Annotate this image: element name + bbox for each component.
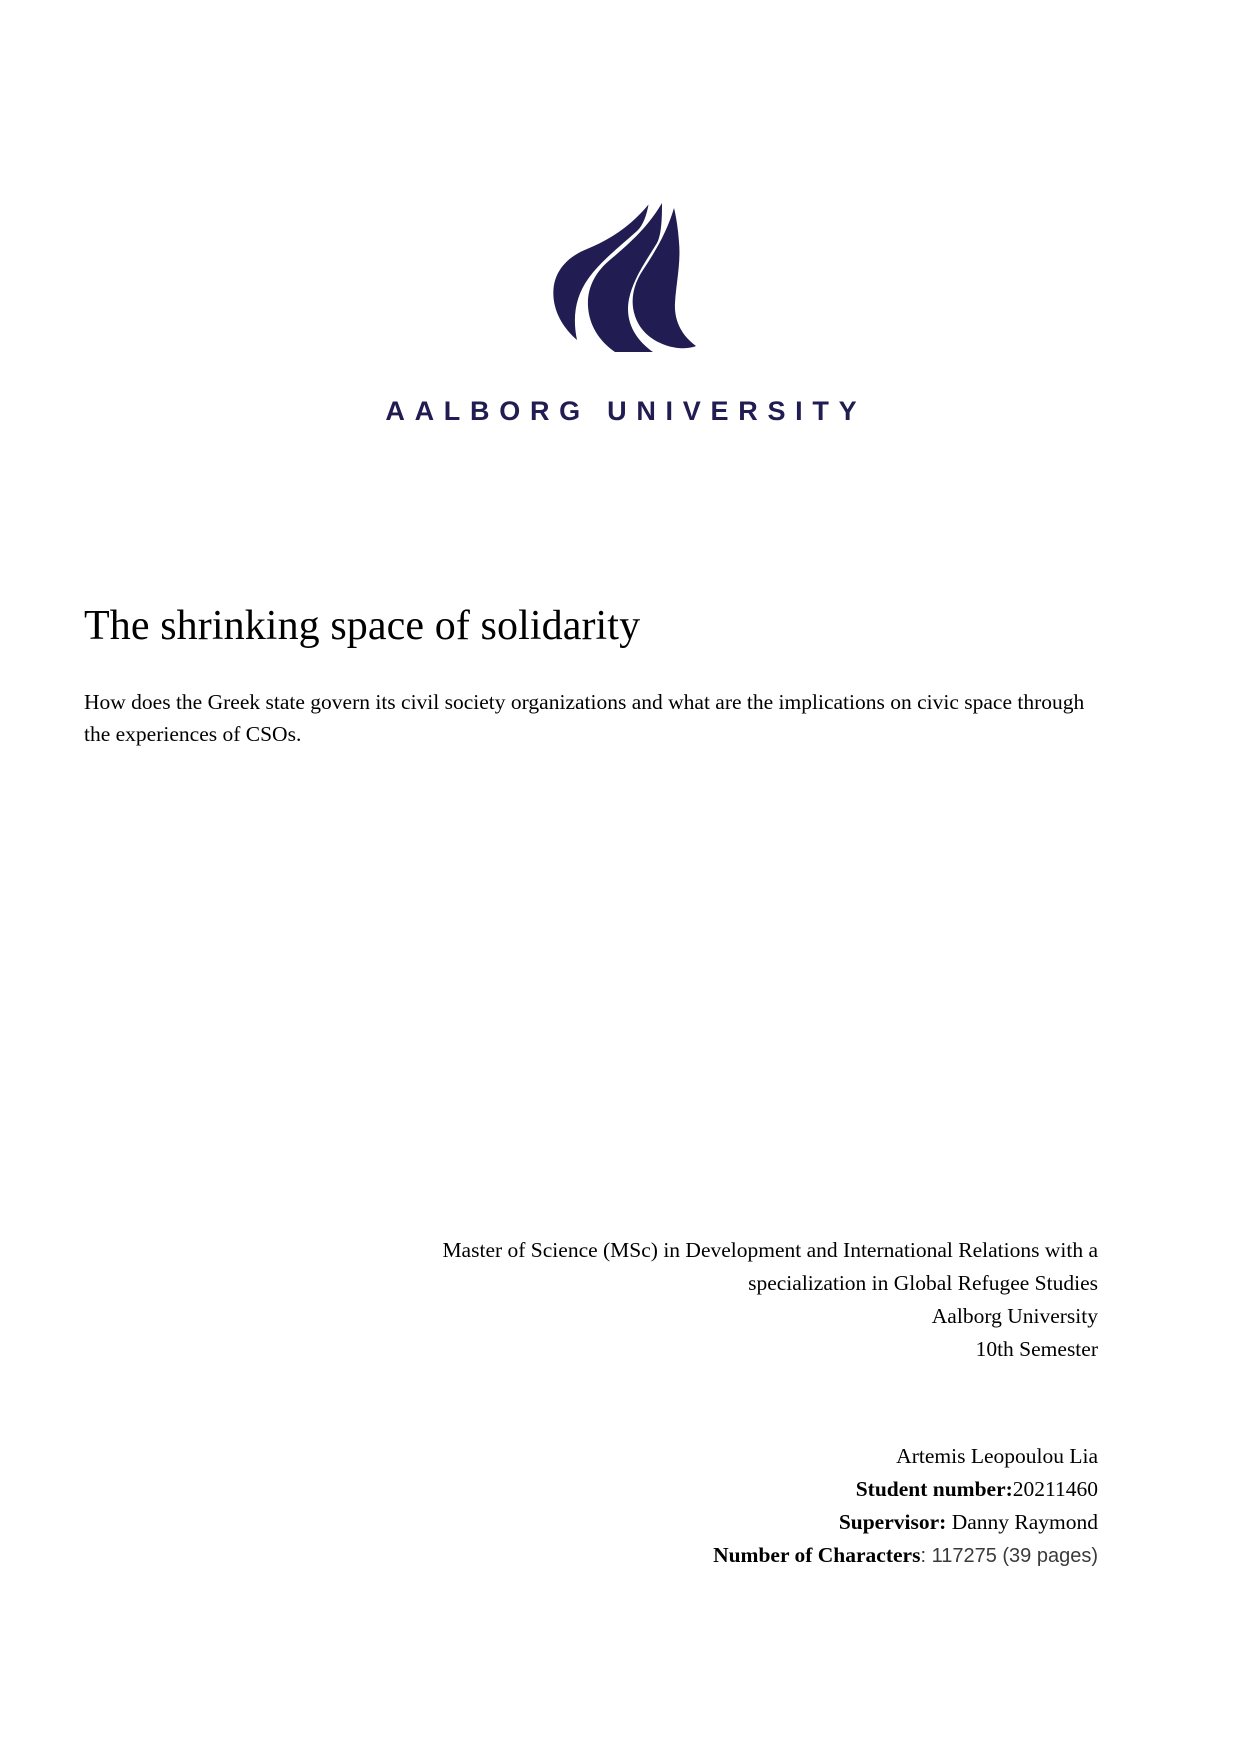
program-line-specialization: specialization in Global Refugee Studies <box>748 1271 1098 1296</box>
page-subtitle: How does the Greek state govern its civil society organizations and what are the implications on civic space through the experiences of CSOs. <box>84 689 1085 746</box>
student-number-label: Student number: <box>855 1477 1013 1502</box>
title-block <box>84 602 1098 750</box>
character-count-line <box>84 1539 1098 1572</box>
program-line-degree: Master of Science (MSc) in Development and International Relations with a <box>442 1238 1098 1262</box>
character-count-value: : 117275 (39 pages) <box>920 1545 1098 1568</box>
supervisor-value: Danny Raymond <box>946 1510 1098 1535</box>
supervisor-line <box>84 1506 1098 1539</box>
page-title: The shrinking space of solidarity <box>84 603 641 649</box>
author-info-block <box>84 1440 1098 1572</box>
program-info-block <box>84 1234 1098 1366</box>
brand-wordmark: AALBORG UNIVERSITY <box>385 396 867 426</box>
author-name: Artemis Leopoulou Lia <box>896 1444 1098 1468</box>
program-line-institution: Aalborg University <box>931 1304 1098 1329</box>
supervisor-label: Supervisor: <box>838 1510 947 1535</box>
program-line-semester: 10th Semester <box>975 1337 1098 1362</box>
brand-header <box>0 200 1242 427</box>
student-number-line <box>84 1473 1098 1506</box>
student-number-value: 20211460 <box>1012 1477 1098 1502</box>
character-count-label: Number of Characters <box>713 1543 921 1568</box>
aalborg-university-logo-icon <box>545 200 697 352</box>
